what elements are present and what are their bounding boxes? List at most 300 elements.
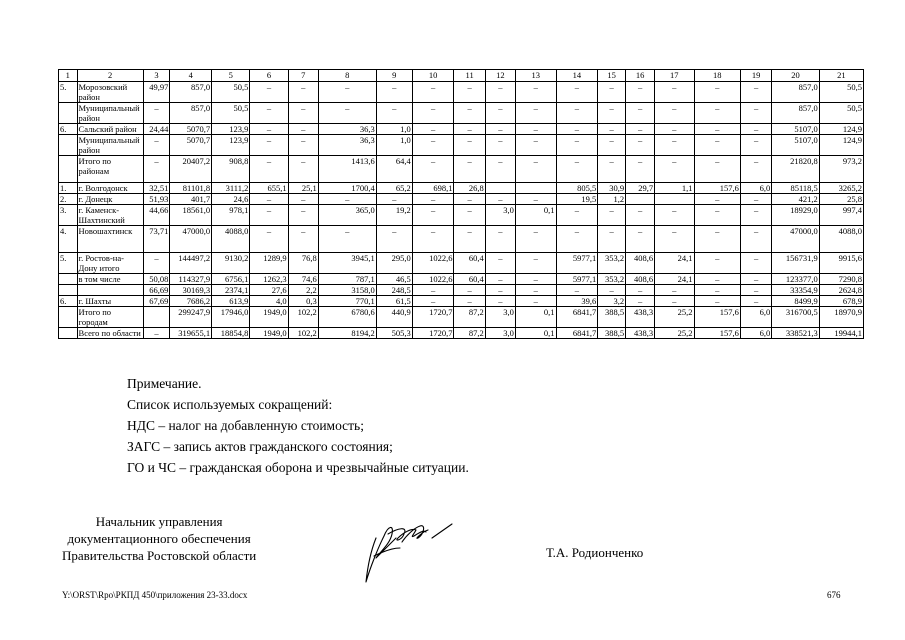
value-cell: –: [454, 205, 485, 226]
signatory-line-1: Начальник управления: [95, 514, 223, 529]
value-cell: –: [288, 194, 318, 205]
value-cell: 401,7: [170, 194, 212, 205]
table-row: [59, 135, 864, 156]
value-cell: –: [143, 103, 170, 124]
row-number-cell: [59, 274, 78, 285]
value-cell: –: [412, 103, 454, 124]
value-cell: –: [412, 135, 454, 156]
value-cell: 18854,8: [212, 328, 250, 339]
table-row: [59, 307, 864, 328]
value-cell: –: [556, 205, 598, 226]
value-cell: 46,5: [376, 274, 412, 285]
value-cell: –: [694, 135, 740, 156]
value-cell: 1289,9: [250, 253, 288, 274]
value-cell: –: [515, 103, 556, 124]
value-cell: 0,1: [515, 328, 556, 339]
value-cell: –: [598, 135, 626, 156]
row-number-cell: 2.: [59, 194, 78, 205]
value-cell: –: [556, 156, 598, 183]
value-cell: –: [655, 226, 694, 253]
value-cell: 698,1: [412, 183, 454, 194]
value-cell: 365,0: [318, 205, 376, 226]
value-cell: 1720,7: [412, 328, 454, 339]
value-cell: –: [288, 205, 318, 226]
value-cell: –: [288, 226, 318, 253]
value-cell: 157,6: [694, 307, 740, 328]
value-cell: 9130,2: [212, 253, 250, 274]
value-cell: 3265,2: [819, 183, 863, 194]
value-cell: 156731,9: [772, 253, 820, 274]
value-cell: –: [250, 103, 288, 124]
value-cell: –: [485, 253, 515, 274]
value-cell: –: [655, 135, 694, 156]
value-cell: –: [485, 103, 515, 124]
value-cell: 73,71: [143, 226, 170, 253]
table-row: [59, 226, 864, 253]
table-row: [59, 194, 864, 205]
value-cell: 18561,0: [170, 205, 212, 226]
value-cell: 6,0: [740, 328, 771, 339]
value-cell: 678,9: [819, 296, 863, 307]
header-cell: 3: [143, 70, 170, 82]
value-cell: 353,2: [598, 274, 626, 285]
value-cell: 4,0: [250, 296, 288, 307]
value-cell: –: [143, 253, 170, 274]
value-cell: 21820,8: [772, 156, 820, 183]
value-cell: 2,2: [288, 285, 318, 296]
value-cell: –: [740, 156, 771, 183]
note-line-abbreviations: Список используемых сокращений:: [127, 397, 333, 412]
value-cell: –: [412, 285, 454, 296]
value-cell: 0,3: [288, 296, 318, 307]
value-cell: 17946,0: [212, 307, 250, 328]
value-cell: –: [694, 296, 740, 307]
row-label-cell: Новошахтинск: [77, 226, 143, 253]
value-cell: –: [655, 285, 694, 296]
value-cell: –: [318, 82, 376, 103]
header-cell: 16: [626, 70, 655, 82]
value-cell: 8499,9: [772, 296, 820, 307]
value-cell: –: [250, 124, 288, 135]
note-block: [127, 373, 469, 478]
value-cell: 76,8: [288, 253, 318, 274]
handwritten-signature: [358, 508, 468, 588]
value-cell: –: [655, 205, 694, 226]
value-cell: –: [598, 285, 626, 296]
value-cell: 25,1: [288, 183, 318, 194]
value-cell: 114327,9: [170, 274, 212, 285]
header-cell: 12: [485, 70, 515, 82]
header-cell: 2: [77, 70, 143, 82]
value-cell: –: [598, 82, 626, 103]
row-label-cell: г. Шахты: [77, 296, 143, 307]
value-cell: –: [250, 226, 288, 253]
value-cell: 6756,1: [212, 274, 250, 285]
row-label-cell: [77, 285, 143, 296]
row-number-cell: 1.: [59, 183, 78, 194]
value-cell: –: [376, 82, 412, 103]
header-cell: 4: [170, 70, 212, 82]
value-cell: 1,1: [655, 183, 694, 194]
row-number-cell: [59, 103, 78, 124]
value-cell: –: [556, 226, 598, 253]
value-cell: –: [412, 226, 454, 253]
value-cell: 24,6: [212, 194, 250, 205]
value-cell: –: [598, 205, 626, 226]
value-cell: –: [485, 124, 515, 135]
value-cell: [143, 307, 170, 328]
value-cell: 6841,7: [556, 328, 598, 339]
value-cell: –: [515, 135, 556, 156]
row-number-cell: [59, 135, 78, 156]
header-cell: 7: [288, 70, 318, 82]
value-cell: –: [376, 194, 412, 205]
value-cell: –: [318, 194, 376, 205]
value-cell: 18929,0: [772, 205, 820, 226]
value-cell: –: [626, 103, 655, 124]
value-cell: 50,08: [143, 274, 170, 285]
value-cell: 1413,6: [318, 156, 376, 183]
value-cell: 6,0: [740, 307, 771, 328]
value-cell: 1,2: [598, 194, 626, 205]
value-cell: –: [250, 156, 288, 183]
value-cell: –: [626, 285, 655, 296]
value-cell: 25,2: [655, 307, 694, 328]
value-cell: 316700,5: [772, 307, 820, 328]
note-title: Примечание.: [127, 376, 202, 391]
value-cell: 613,9: [212, 296, 250, 307]
value-cell: 30169,3: [170, 285, 212, 296]
value-cell: 20407,2: [170, 156, 212, 183]
value-cell: –: [626, 205, 655, 226]
value-cell: 388,5: [598, 307, 626, 328]
value-cell: 50,5: [819, 103, 863, 124]
table-row: [59, 183, 864, 194]
row-number-cell: 4.: [59, 226, 78, 253]
row-number-cell: [59, 328, 78, 339]
header-cell: 20: [772, 70, 820, 82]
row-number-cell: 6.: [59, 296, 78, 307]
value-cell: 9915,6: [819, 253, 863, 274]
value-cell: –: [515, 194, 556, 205]
value-cell: –: [694, 205, 740, 226]
value-cell: 29,7: [626, 183, 655, 194]
value-cell: –: [515, 253, 556, 274]
value-cell: 4088,0: [819, 226, 863, 253]
value-cell: –: [454, 296, 485, 307]
value-cell: 3111,2: [212, 183, 250, 194]
value-cell: 787,1: [318, 274, 376, 285]
header-cell: 15: [598, 70, 626, 82]
value-cell: –: [655, 103, 694, 124]
header-cell: 18: [694, 70, 740, 82]
value-cell: 1949,0: [250, 328, 288, 339]
value-cell: 4088,0: [212, 226, 250, 253]
page-number: 676: [827, 590, 841, 600]
value-cell: –: [412, 205, 454, 226]
value-cell: 30,9: [598, 183, 626, 194]
value-cell: 124,9: [819, 135, 863, 156]
value-cell: 3158,0: [318, 285, 376, 296]
value-cell: 81101,8: [170, 183, 212, 194]
value-cell: 2374,1: [212, 285, 250, 296]
value-cell: –: [318, 103, 376, 124]
value-cell: –: [694, 226, 740, 253]
row-number-cell: 5.: [59, 253, 78, 274]
value-cell: 19,5: [556, 194, 598, 205]
table-row: [59, 328, 864, 339]
value-cell: –: [412, 124, 454, 135]
value-cell: –: [694, 274, 740, 285]
value-cell: 973,2: [819, 156, 863, 183]
value-cell: 19944,1: [819, 328, 863, 339]
row-number-cell: [59, 285, 78, 296]
signatory-line-2: документационного обеспечения: [67, 531, 251, 546]
table-row: [59, 285, 864, 296]
value-cell: –: [250, 194, 288, 205]
value-cell: 1700,4: [318, 183, 376, 194]
value-cell: –: [598, 226, 626, 253]
value-cell: 87,2: [454, 307, 485, 328]
value-cell: –: [626, 226, 655, 253]
value-cell: [515, 183, 556, 194]
value-cell: 5107,0: [772, 135, 820, 156]
value-cell: 5977,1: [556, 274, 598, 285]
value-cell: –: [515, 274, 556, 285]
value-cell: 3945,1: [318, 253, 376, 274]
value-cell: –: [740, 103, 771, 124]
row-label-cell: Итого по районам: [77, 156, 143, 183]
value-cell: [626, 194, 655, 205]
value-cell: 857,0: [772, 82, 820, 103]
value-cell: 18970,9: [819, 307, 863, 328]
value-cell: 50,5: [212, 103, 250, 124]
value-cell: 857,0: [772, 103, 820, 124]
value-cell: 50,5: [819, 82, 863, 103]
value-cell: 47000,0: [170, 226, 212, 253]
header-cell: 6: [250, 70, 288, 82]
value-cell: –: [250, 82, 288, 103]
row-label-cell: в том числе: [77, 274, 143, 285]
value-cell: 124,9: [819, 124, 863, 135]
value-cell: –: [454, 156, 485, 183]
row-label-cell: г. Волгодонск: [77, 183, 143, 194]
value-cell: –: [740, 194, 771, 205]
value-cell: –: [655, 296, 694, 307]
value-cell: 3,0: [485, 328, 515, 339]
value-cell: 3,2: [598, 296, 626, 307]
value-cell: 1022,6: [412, 274, 454, 285]
value-cell: –: [694, 156, 740, 183]
value-cell: 6,0: [740, 183, 771, 194]
value-cell: –: [288, 135, 318, 156]
value-cell: –: [454, 226, 485, 253]
value-cell: –: [250, 135, 288, 156]
value-cell: 248,5: [376, 285, 412, 296]
value-cell: –: [556, 82, 598, 103]
value-cell: –: [515, 226, 556, 253]
row-label-cell: г. Каменск-Шахтинский: [77, 205, 143, 226]
value-cell: 1,0: [376, 124, 412, 135]
value-cell: –: [515, 124, 556, 135]
value-cell: –: [740, 226, 771, 253]
value-cell: –: [740, 253, 771, 274]
value-cell: 5977,1: [556, 253, 598, 274]
value-cell: 24,1: [655, 253, 694, 274]
value-cell: 51,93: [143, 194, 170, 205]
value-cell: –: [412, 156, 454, 183]
value-cell: –: [655, 156, 694, 183]
value-cell: –: [694, 194, 740, 205]
table-row: [59, 253, 864, 274]
value-cell: 24,44: [143, 124, 170, 135]
value-cell: 6780,6: [318, 307, 376, 328]
row-label-cell: Всего по области: [77, 328, 143, 339]
value-cell: [485, 183, 515, 194]
value-cell: 1720,7: [412, 307, 454, 328]
value-cell: –: [626, 156, 655, 183]
value-cell: –: [454, 103, 485, 124]
value-cell: –: [485, 82, 515, 103]
signatory-title: [62, 513, 256, 564]
value-cell: 49,97: [143, 82, 170, 103]
row-label-cell: г. Ростов-на-Дону итого: [77, 253, 143, 274]
note-line-go-chs: ГО и ЧС – гражданская оборона и чрезвычайные ситуации.: [127, 460, 469, 475]
header-cell: 5: [212, 70, 250, 82]
value-cell: 102,2: [288, 307, 318, 328]
value-cell: 60,4: [454, 253, 485, 274]
table-row: [59, 103, 864, 124]
value-cell: 299247,9: [170, 307, 212, 328]
value-cell: –: [485, 296, 515, 307]
value-cell: 1,0: [376, 135, 412, 156]
row-number-cell: 5.: [59, 82, 78, 103]
value-cell: 440,9: [376, 307, 412, 328]
table-row: [59, 205, 864, 226]
value-cell: 123,9: [212, 135, 250, 156]
value-cell: 770,1: [318, 296, 376, 307]
value-cell: –: [598, 156, 626, 183]
header-cell: 8: [318, 70, 376, 82]
value-cell: 26,8: [454, 183, 485, 194]
value-cell: 66,69: [143, 285, 170, 296]
value-cell: 24,1: [655, 274, 694, 285]
value-cell: 25,8: [819, 194, 863, 205]
value-cell: 408,6: [626, 274, 655, 285]
value-cell: 144497,2: [170, 253, 212, 274]
value-cell: 5070,7: [170, 124, 212, 135]
value-cell: 295,0: [376, 253, 412, 274]
value-cell: –: [694, 124, 740, 135]
footer-file-path: Y:\ORST\Rpo\РКПД 450\приложения 23-33.docx: [62, 590, 248, 600]
value-cell: 421,2: [772, 194, 820, 205]
value-cell: –: [485, 285, 515, 296]
value-cell: –: [655, 124, 694, 135]
value-cell: –: [626, 124, 655, 135]
header-cell: 14: [556, 70, 598, 82]
value-cell: –: [515, 285, 556, 296]
value-cell: [655, 194, 694, 205]
value-cell: 64,4: [376, 156, 412, 183]
value-cell: 39,6: [556, 296, 598, 307]
value-cell: –: [412, 194, 454, 205]
value-cell: –: [556, 285, 598, 296]
value-cell: 805,5: [556, 183, 598, 194]
value-cell: –: [485, 194, 515, 205]
value-cell: –: [740, 274, 771, 285]
header-cell: 9: [376, 70, 412, 82]
value-cell: 7290,8: [819, 274, 863, 285]
row-number-cell: [59, 307, 78, 328]
value-cell: 908,8: [212, 156, 250, 183]
table-row: [59, 156, 864, 183]
value-cell: 388,5: [598, 328, 626, 339]
value-cell: 27,6: [250, 285, 288, 296]
value-cell: 505,3: [376, 328, 412, 339]
value-cell: –: [318, 226, 376, 253]
value-cell: 438,3: [626, 307, 655, 328]
value-cell: –: [694, 82, 740, 103]
value-cell: 36,3: [318, 124, 376, 135]
value-cell: –: [598, 103, 626, 124]
value-cell: 1022,6: [412, 253, 454, 274]
value-cell: –: [740, 205, 771, 226]
value-cell: –: [454, 135, 485, 156]
header-cell: 10: [412, 70, 454, 82]
value-cell: 123,9: [212, 124, 250, 135]
data-table: [58, 69, 864, 339]
value-cell: 7686,2: [170, 296, 212, 307]
value-cell: 157,6: [694, 183, 740, 194]
row-label-cell: Сальский район: [77, 124, 143, 135]
value-cell: 74,6: [288, 274, 318, 285]
value-cell: –: [694, 253, 740, 274]
value-cell: –: [740, 135, 771, 156]
value-cell: 60,4: [454, 274, 485, 285]
value-cell: –: [515, 156, 556, 183]
value-cell: –: [740, 285, 771, 296]
value-cell: –: [556, 124, 598, 135]
value-cell: 3,0: [485, 205, 515, 226]
value-cell: –: [515, 82, 556, 103]
value-cell: 857,0: [170, 82, 212, 103]
note-line-nds: НДС – налог на добавленную стоимость;: [127, 418, 364, 433]
value-cell: 32,51: [143, 183, 170, 194]
value-cell: 978,1: [212, 205, 250, 226]
value-cell: –: [412, 82, 454, 103]
value-cell: –: [626, 296, 655, 307]
value-cell: –: [655, 82, 694, 103]
value-cell: 408,6: [626, 253, 655, 274]
header-cell: 13: [515, 70, 556, 82]
value-cell: 5070,7: [170, 135, 212, 156]
value-cell: –: [454, 194, 485, 205]
value-cell: 33354,9: [772, 285, 820, 296]
value-cell: 19,2: [376, 205, 412, 226]
value-cell: –: [485, 226, 515, 253]
value-cell: –: [288, 82, 318, 103]
value-cell: 44,66: [143, 205, 170, 226]
value-cell: 8194,2: [318, 328, 376, 339]
value-cell: –: [740, 296, 771, 307]
row-label-cell: г. Донецк: [77, 194, 143, 205]
value-cell: –: [376, 103, 412, 124]
value-cell: 319655,1: [170, 328, 212, 339]
value-cell: –: [694, 285, 740, 296]
value-cell: 1949,0: [250, 307, 288, 328]
value-cell: –: [740, 82, 771, 103]
value-cell: 5107,0: [772, 124, 820, 135]
